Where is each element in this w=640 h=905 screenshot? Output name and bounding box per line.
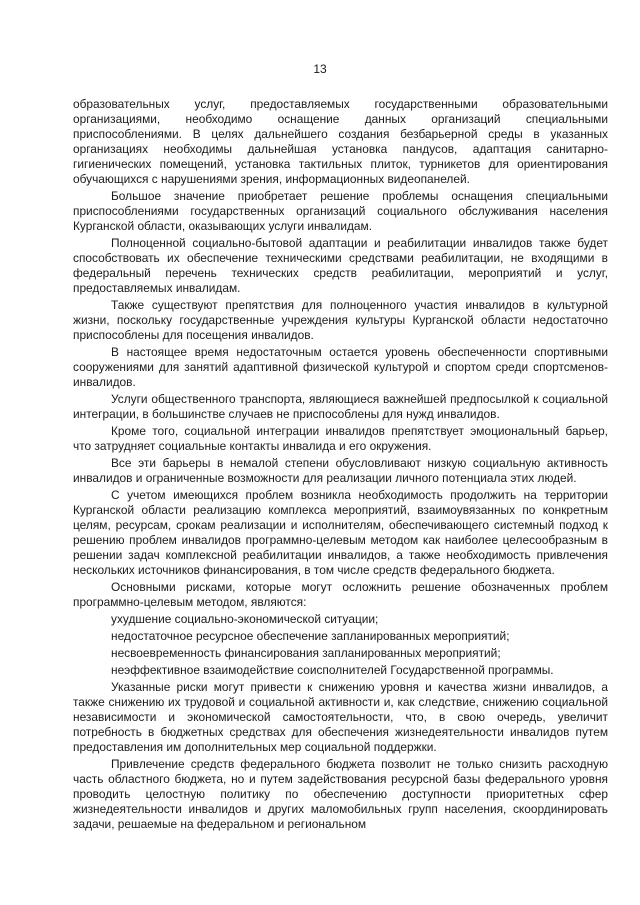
document-body [73,97,608,832]
page-number: 13 [313,62,327,76]
list-item-risk-economic: ухудшение социально-экономической ситуации; [111,612,379,626]
paragraph-emotional-barrier: Кроме того, социальной интеграции инвалидов препятствует эмоциональный барьер, что затрудняет социальные контакты инвалида и его окружения. [73,424,608,453]
paragraph-rehabilitation-means: Полноценной социально-бытовой адаптации и реабилитации инвалидов также будет способствовать их обеспечение техническими средствами реабилитации, не входящими в федеральный перечень технических средств реабилитации, мероприятий и услуг, предоставляемых инвалидам. [73,236,608,295]
list-item-risk-interaction: неэффективное взаимодействие соисполнителей Государственной программы. [111,663,554,677]
paragraph-program-necessity: С учетом имеющихся проблем возникла необходимость продолжить на территории Курганской области реализацию комплекса мероприятий, взаимоувязанных по конкретным целям, ресурсам, срокам реализации и исполнителям, обеспечивающего системный подход к решению проблем инвалидов программно-целевым методом как наиболее целесообразным в решении задач комплексной реабилитации инвалидов, а также необходимость привлечения нескольких источников финансирования, в том числе средств федерального бюджета. [73,488,608,577]
paragraph-education-services: образовательных услуг, предоставляемых государственными образовательными организациями, необходимо оснащение данных организаций специальными приспособлениями. В целях дальнейшего создания безбарьерной среды в указанных организациях необходимы дальнейшая установка пандусов, адаптация санитарно-гигиенических помещений, установка тактильных плиток, турникетов для ориентирования обучающихся с нарушениями зрения, информационных видеопанелей. [73,97,608,186]
paragraph-barriers-effect: Все эти барьеры в немалой степени обусловливают низкую социальную активность инвалидов и ограниченные возможности для реализации личного потенциала этих людей. [73,456,608,485]
paragraph-cultural-life: Также существуют препятствия для полноценного участия инвалидов в культурной жизни, поскольку государственные учреждения культуры Курганской области недостаточно приспособлены для посещения инвалидов. [73,298,608,342]
paragraph-risk-consequences: Указанные риски могут привести к снижению уровня и качества жизни инвалидов, а также снижению их трудовой и социальной активности и, как следствие, снижению социальной независимости и экономической самостоятельности, что, в свою очередь, увеличит потребность в бюджетных средствах для обеспечения жизнедеятельности инвалидов путем предоставления им дополнительных мер социальной поддержки. [73,680,608,754]
paragraph-federal-budget: Привлечение средств федерального бюджета позволит не только снизить расходную часть областного бюджета, но и путем задействования ресурсной базы федерального уровня проводить целостную политику по обеспечению доступности приоритетных сфер жизнедеятельности инвалидов и других маломобильных групп населения, скоординировать задачи, решаемые на федеральном и региональном [73,757,608,831]
paragraph-social-service-equipment: Большое значение приобретает решение проблемы оснащения специальными приспособлениями государственных организаций социального обслуживания населения Курганской области, оказывающих услуги инвалидам. [73,189,608,233]
list-item-risk-resources: недостаточное ресурсное обеспечение запланированных мероприятий; [111,629,510,643]
paragraph-sports-facilities: В настоящее время недостаточным остается уровень обеспеченности спортивными сооружениями для занятий адаптивной физической культурой и спортом среди спортсменов-инвалидов. [73,345,608,389]
list-item-risk-financing: несвоевременность финансирования запланированных мероприятий; [111,646,501,660]
paragraph-risks-intro: Основными рисками, которые могут осложнить решение обозначенных проблем программно-целевым методом, являются: [73,580,608,609]
paragraph-public-transport: Услуги общественного транспорта, являющиеся важнейшей предпосылкой к социальной интеграции, в большинстве случаев не приспособлены для нужд инвалидов. [73,392,608,421]
